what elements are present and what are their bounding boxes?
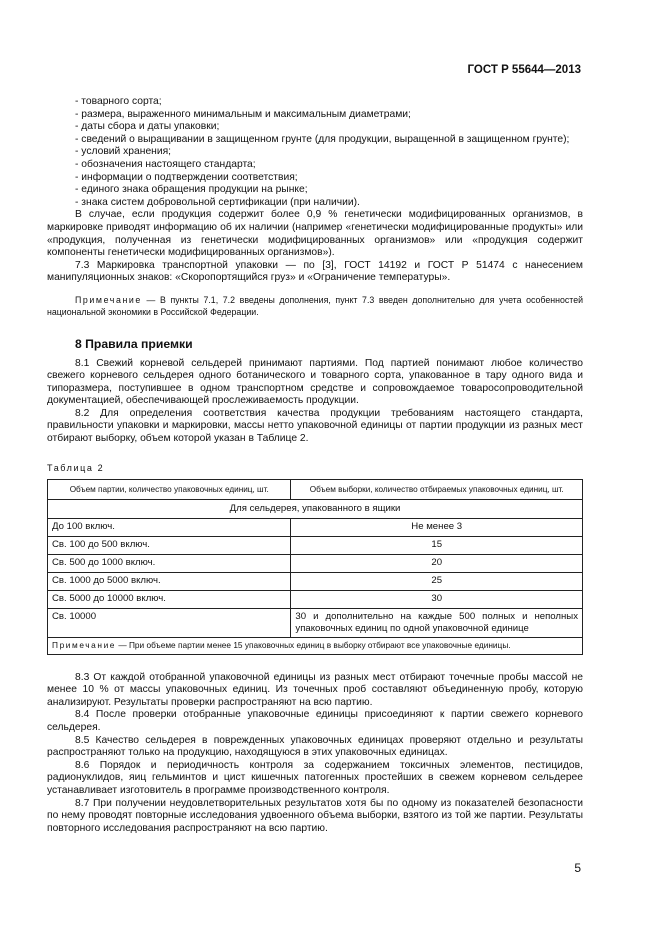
sampling-table <box>47 479 583 655</box>
table-header-row <box>48 479 583 500</box>
lot-size-cell: Св. 10000 <box>48 609 291 638</box>
page-number: 5 <box>574 861 581 875</box>
paragraph-8-2: 8.2 Для определения соответствия качества продукции требованиям настоящего стандарта, правильности упаковки и маркировки, массы нетто упаковочной единицы от партии продукции из разных мест отбирают выборку, объем которой указан в Таблице 2. <box>47 407 583 445</box>
list-item: - знака систем добровольной сертификации (при наличии). <box>75 196 360 208</box>
list-item: - единого знака обращения продукции на рынке; <box>75 184 308 196</box>
list-item: - обозначения настоящего стандарта; <box>75 158 256 170</box>
section-8-title: 8 Правила приемки <box>75 336 193 351</box>
table-note <box>48 637 583 654</box>
paragraph-8-1: 8.1 Свежий корневой сельдерей принимают партиями. Под партией понимают любое количество свежего корневого сельдерея одного ботанического и товарного сорта, упакованное в тару одного вида и типоразмера, поступившее в одном транспортном средстве и сопровождаемое товаросопроводительной документацией, обеспечивающей прослеживаемость продукции. <box>47 357 583 407</box>
document-code: ГОСТ Р 55644—2013 <box>467 64 581 76</box>
lot-size-cell: До 100 включ. <box>48 519 291 537</box>
table-note-text: — При объеме партии менее 15 упаковочных единиц в выборку отбирают все упаковочные единицы. <box>116 639 511 650</box>
paragraph-8-4: 8.4 После проверки отобранные упаковочные единицы присоединяют к партии свежего корневого сельдерея. <box>47 709 583 734</box>
table-note-label: Примечание <box>52 639 117 650</box>
table-section-row <box>48 500 583 519</box>
note-label: Примечание <box>75 294 142 305</box>
list-item: - сведений о выращивании в защищенном грунте (для продукции, выращенной в защищенном грунте); <box>75 133 570 145</box>
gmo-paragraph: В случае, если продукция содержит более 0,9 % генетически модифицированных организмов, в маркировке приводят информацию об их наличии (например «генетически модифицированные продукты» или «продукция, полученная из генетически модифицированных организмов» или «продукция содержит компоненты генетически модифицированных организмов»). <box>47 209 583 259</box>
page-content <box>47 96 583 835</box>
table-row <box>48 519 583 537</box>
table-note-row <box>48 637 583 654</box>
paragraph-8-7: 8.7 При получении неудовлетворительных результатов хотя бы по одному из показателей безопасности по нему проводят повторные исследования удвоенного объема выборки, взятого из той же партии. Результаты повторного исследования распространяют на всю партию. <box>47 797 583 834</box>
table-row <box>48 573 583 591</box>
paragraph-8-6: 8.6 Порядок и периодичность контроля за содержанием токсичных элементов, пестицидов, радионуклидов, яиц гельминтов и цист кишечных патогенных простейших в свежем корневом сельдерее устанавливает изготовитель в программе производственного контроля. <box>47 759 583 796</box>
table-caption: Таблица 2 <box>47 462 105 473</box>
lot-size-cell: Св. 5000 до 10000 включ. <box>48 591 291 609</box>
lot-size-cell: Св. 1000 до 5000 включ. <box>48 573 291 591</box>
table-row <box>48 609 583 638</box>
note-7 <box>47 295 583 319</box>
sample-size-cell: 25 <box>291 573 583 591</box>
marking-list <box>47 96 583 209</box>
lot-size-cell: Св. 500 до 1000 включ. <box>48 555 291 573</box>
column-header: Объем партии, количество упаковочных единиц, шт. <box>48 479 291 500</box>
table-row <box>48 537 583 555</box>
paragraph-8-5: 8.5 Качество сельдерея в поврежденных упаковочных единицах проверяют отдельно и результаты распространяют только на продукцию, находящуюся в этих упаковочных единицах. <box>47 734 583 759</box>
sample-size-cell: 30 <box>291 591 583 609</box>
sample-size-cell: 20 <box>291 555 583 573</box>
list-item: - даты сбора и даты упаковки; <box>75 121 220 133</box>
paragraph-7-3: 7.3 Маркировка транспортной упаковки — по [3], ГОСТ 14192 и ГОСТ Р 51474 с нанесением манипуляционных знаков: «Скоропортящийся груз» и «Ограничение температуры». <box>47 259 583 284</box>
table-section-label: Для сельдерея, упакованного в ящики <box>48 500 583 519</box>
sample-size-cell: 30 и дополнительно на каждые 500 полных и неполных упаковочных единиц по одной упаковочной единице <box>291 609 583 638</box>
list-item: - размера, выраженного минимальным и максимальным диаметрами; <box>75 108 411 120</box>
paragraph-8-3: 8.3 От каждой отобранной упаковочной единицы из разных мест отбирают точечные пробы массой не менее 10 % от массы упаковочных единиц. Из точечных проб составляют объединенную пробу, которую анализируют. Результаты проверки распространяют на всю партию. <box>47 671 583 708</box>
list-item: - условий хранения; <box>75 146 172 158</box>
note-text: — В пункты 7.1, 7.2 введены дополнения, пункт 7.3 введен дополнительно для учета особенностей национальной экономики в Российской Федерации. <box>47 294 583 317</box>
sample-size-cell: 15 <box>291 537 583 555</box>
table-row <box>48 591 583 609</box>
after-table-block <box>47 672 583 836</box>
lot-size-cell: Св. 100 до 500 включ. <box>48 537 291 555</box>
sample-size-cell: Не менее 3 <box>291 519 583 537</box>
column-header: Объем выборки, количество отбираемых упаковочных единиц, шт. <box>291 479 583 500</box>
table-row <box>48 555 583 573</box>
list-item: - информации о подтверждении соответствия; <box>75 171 298 183</box>
list-item: - товарного сорта; <box>75 96 162 107</box>
